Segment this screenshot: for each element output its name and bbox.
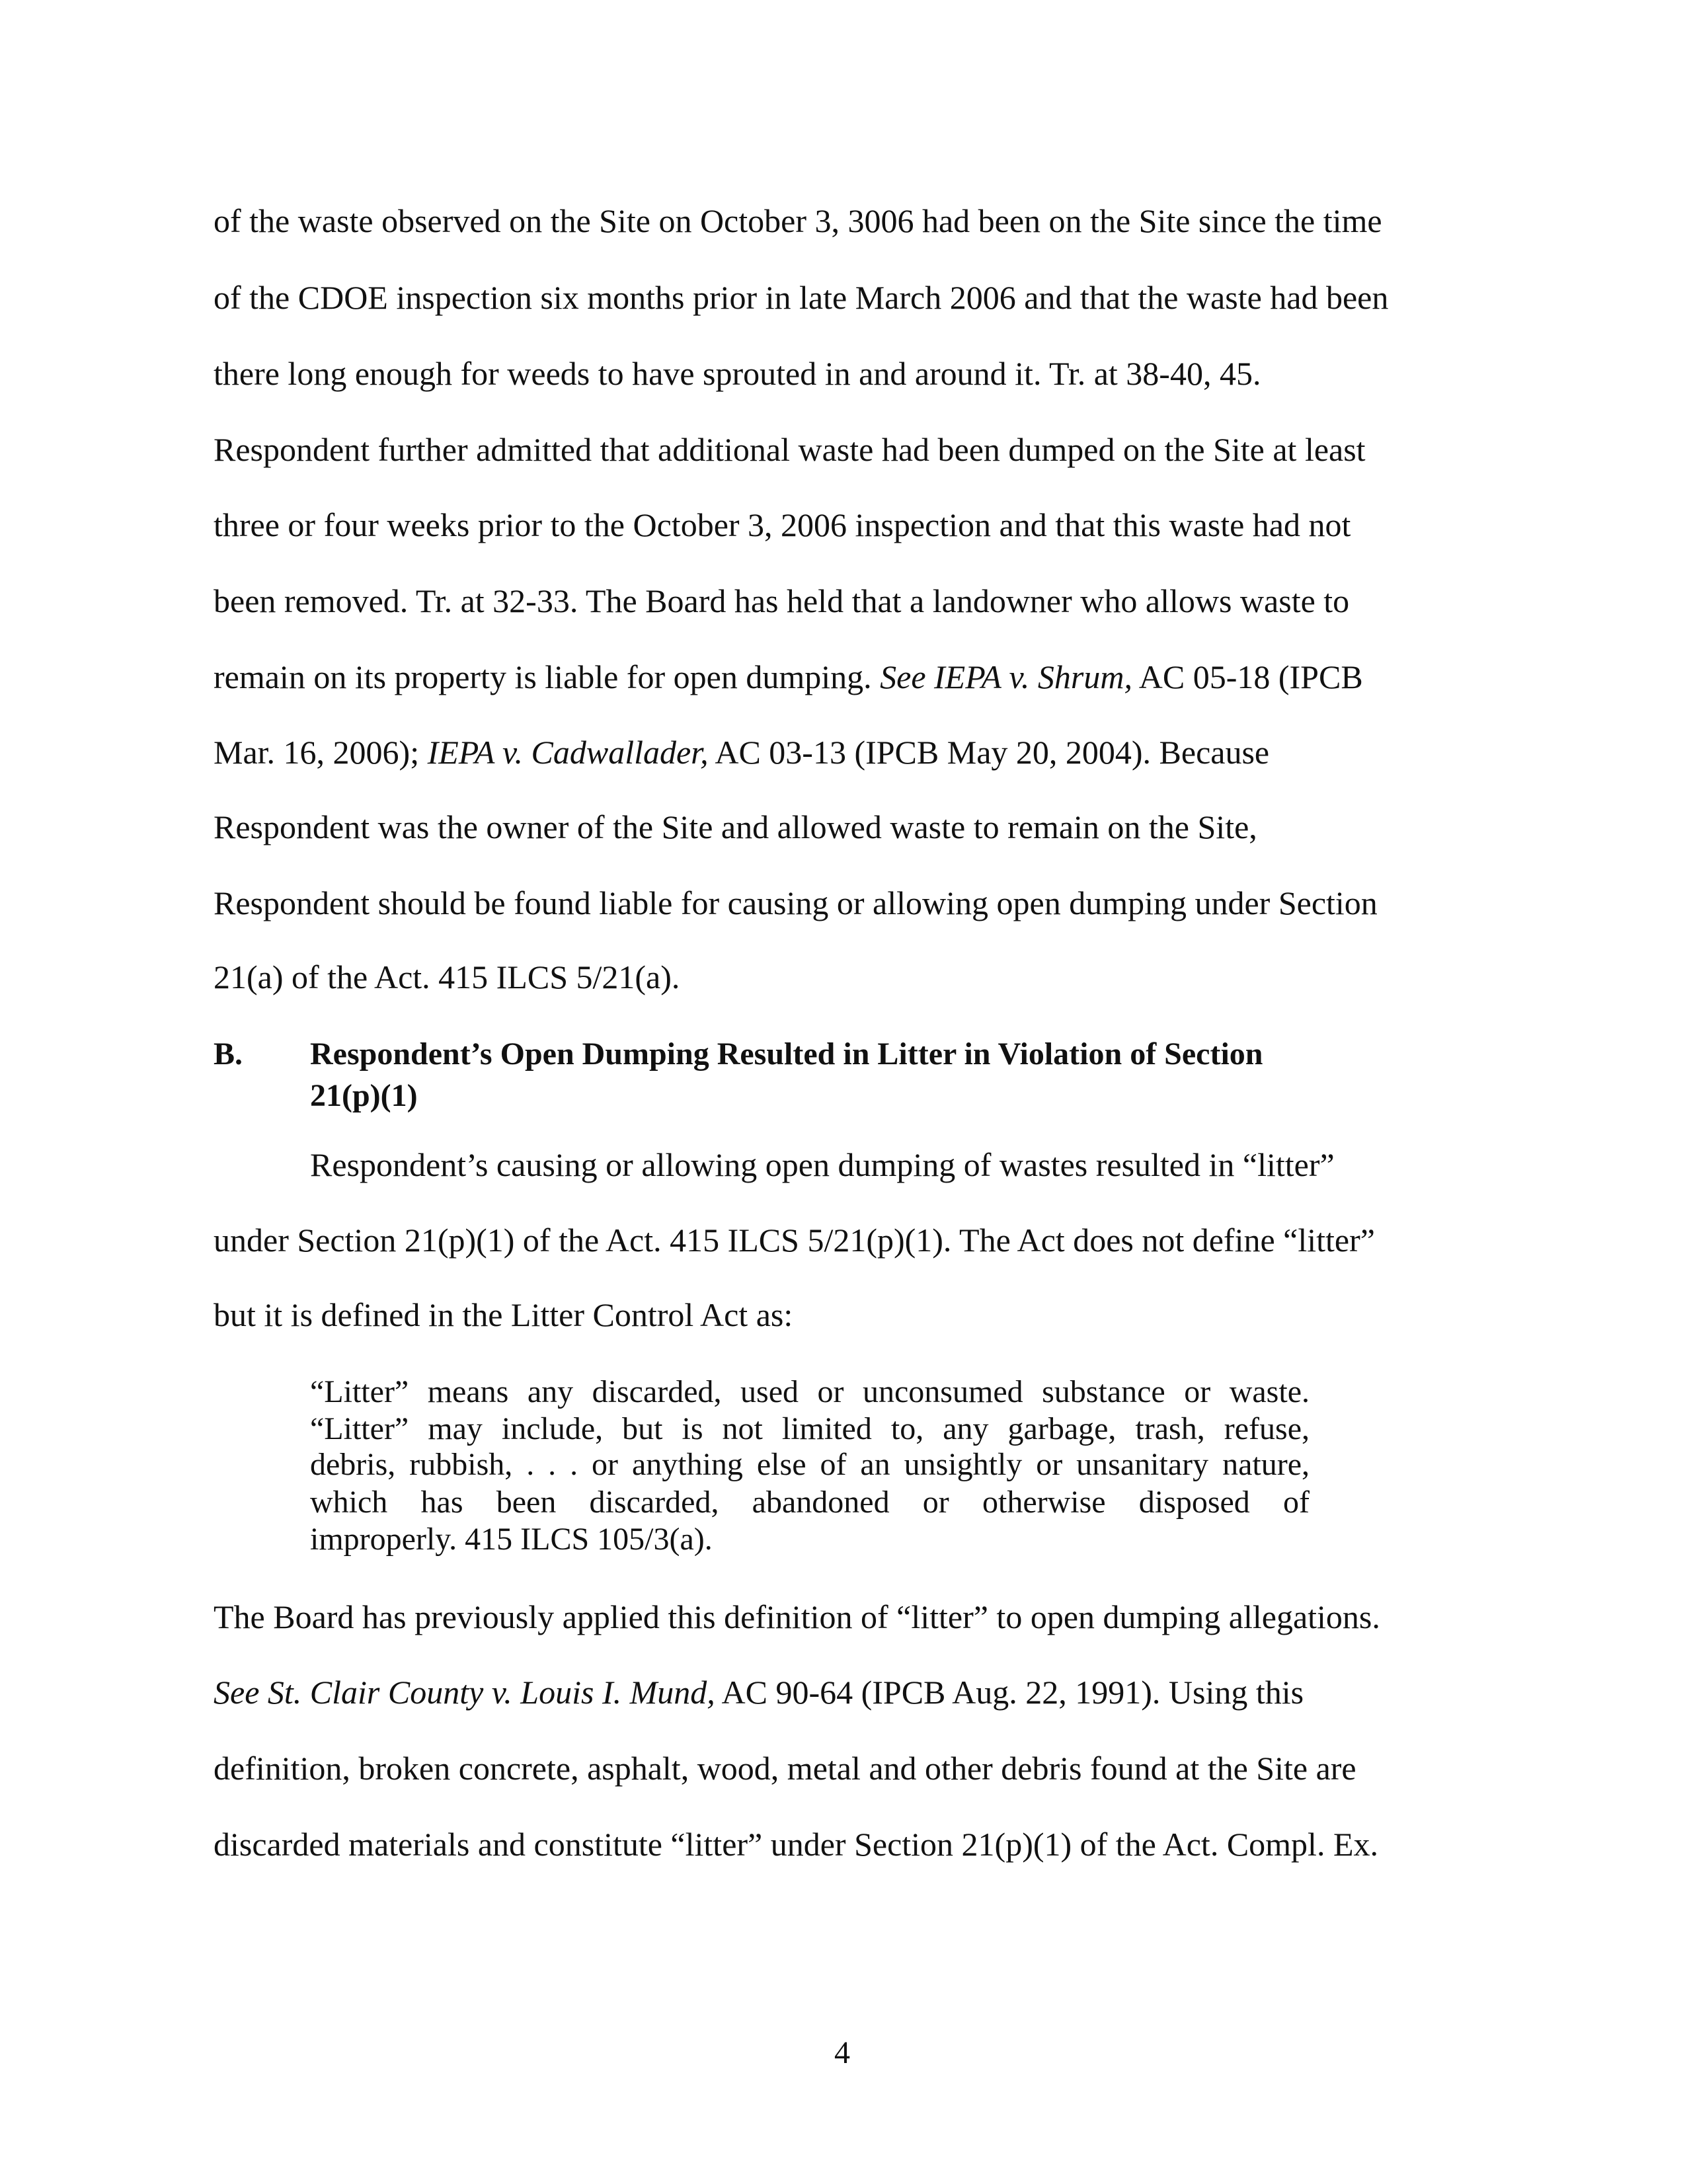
text-segment: 21(a) of the Act. 415 ILCS 5/21(a). xyxy=(214,958,680,995)
section-heading-line1: Respondent’s Open Dumping Resulted in Litter in Violation of Section xyxy=(310,1036,1263,1072)
text-line xyxy=(214,1295,793,1335)
text-line xyxy=(214,1824,1378,1864)
text-segment: The Board has previously applied this definition of “litter” to open dumping allegations. xyxy=(214,1598,1380,1635)
block-quote-line: “Litter” may include, but is not limited to, any garbage, trash, refuse, xyxy=(310,1411,1310,1446)
text-segment: remain on its property is liable for open dumping. xyxy=(214,658,881,695)
text-segment: definition, broken concrete, asphalt, wood, metal and other debris found at the Site are xyxy=(214,1750,1356,1787)
text-line xyxy=(214,732,1269,772)
text-line xyxy=(214,1597,1380,1637)
text-segment: of the waste observed on the Site on October 3, 3006 had been on the Site since the time xyxy=(214,202,1382,239)
text-line xyxy=(214,1748,1356,1788)
block-quote-line: “Litter” means any discarded, used or unconsumed substance or waste. xyxy=(310,1374,1310,1409)
text-line xyxy=(214,278,1388,317)
text-segment: AC 90-64 (IPCB Aug. 22, 1991). Using this xyxy=(715,1674,1304,1711)
text-line xyxy=(214,505,1351,545)
text-line xyxy=(214,807,1257,847)
block-quote-line: which has been discarded, abandoned or otherwise disposed of xyxy=(310,1485,1310,1520)
text-segment: Respondent was the owner of the Site and allowed waste to remain on the Site, xyxy=(214,808,1257,845)
text-segment: three or four weeks prior to the October 3, 2006 inspection and that this waste had not xyxy=(214,506,1351,543)
text-line xyxy=(214,581,1349,621)
text-segment: discarded materials and constitute “litter” under Section 21(p)(1) of the Act. Compl. Ex. xyxy=(214,1826,1378,1863)
text-segment: AC 05-18 (IPCB xyxy=(1132,658,1363,695)
text-segment: Respondent’s causing or allowing open dumping of wastes resulted in “litter” xyxy=(310,1146,1335,1183)
text-line xyxy=(214,1672,1304,1712)
case-citation: See St. Clair County v. Louis I. Mund, xyxy=(214,1674,715,1711)
section-letter: B. xyxy=(214,1036,243,1072)
text-segment: under Section 21(p)(1) of the Act. 415 ILCS 5/21(p)(1). The Act does not define “litter” xyxy=(214,1222,1375,1259)
text-segment: but it is defined in the Litter Control Act as: xyxy=(214,1296,793,1333)
case-citation: See IEPA v. Shrum, xyxy=(880,658,1133,695)
page-number: 4 xyxy=(834,2035,850,2070)
text-line xyxy=(214,354,1261,393)
text-segment: Mar. 16, 2006); xyxy=(214,734,428,771)
text-line xyxy=(214,883,1378,923)
text-segment: Respondent should be found liable for causing or allowing open dumping under Section xyxy=(214,884,1378,921)
text-line xyxy=(214,957,680,997)
text-line xyxy=(310,1145,1335,1185)
case-citation: IEPA v. Cadwallader, xyxy=(427,734,709,771)
block-quote-line: improperly. 415 ILCS 105/3(a). xyxy=(310,1522,713,1557)
text-line xyxy=(214,430,1366,469)
text-line xyxy=(214,657,1363,697)
section-heading-line2: 21(p)(1) xyxy=(310,1078,418,1113)
text-segment: of the CDOE inspection six months prior in late March 2006 and that the waste had been xyxy=(214,279,1389,316)
text-segment: AC 03-13 (IPCB May 20, 2004). Because xyxy=(708,734,1270,771)
text-segment: there long enough for weeds to have sprouted in and around it. Tr. at 38-40, 45. xyxy=(214,355,1261,392)
text-line xyxy=(214,1220,1375,1260)
text-segment: been removed. Tr. at 32-33. The Board has held that a landowner who allows waste to xyxy=(214,582,1350,619)
text-line xyxy=(214,201,1382,241)
block-quote-line: debris, rubbish, . . . or anything else of an unsightly or unsanitary nature, xyxy=(310,1447,1310,1482)
text-segment: Respondent further admitted that additional waste had been dumped on the Site at least xyxy=(214,431,1366,468)
